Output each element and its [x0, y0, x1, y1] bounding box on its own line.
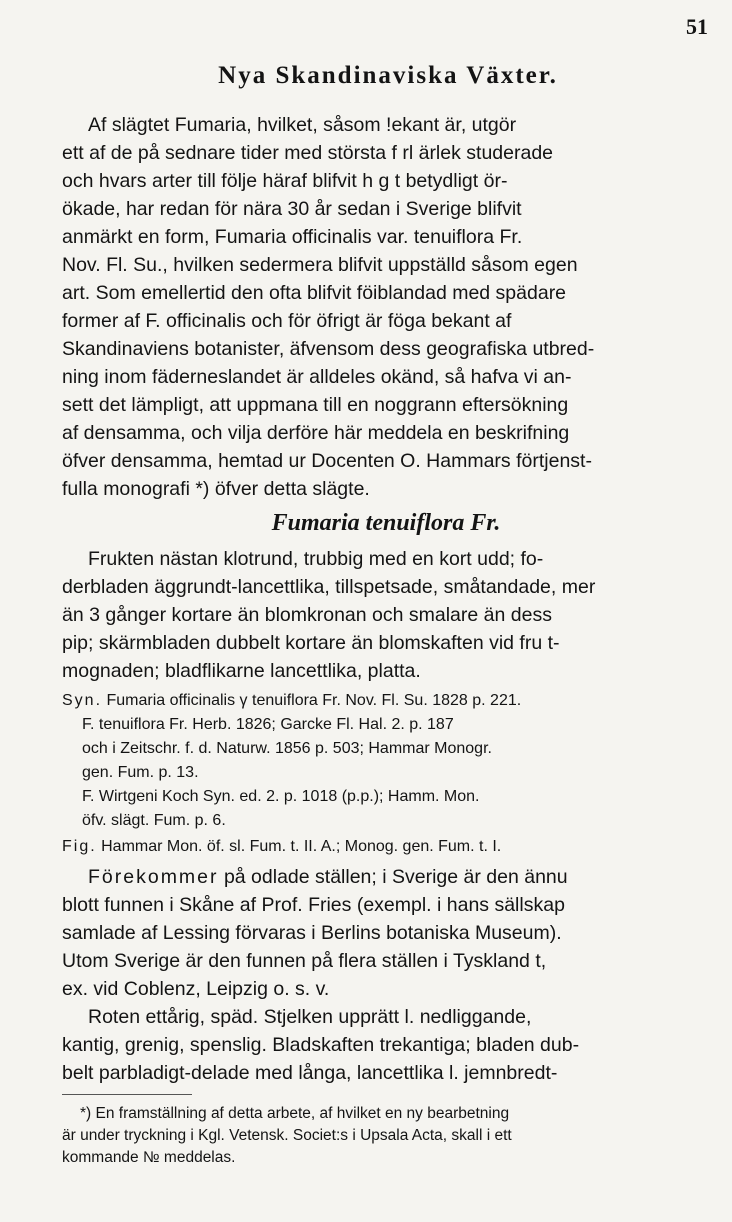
description-line: pip; skärmbladen dubbelt kortare än blomskaften vid fru t-: [62, 632, 560, 654]
intro-line: fulla monografi *) öfver detta slägte.: [62, 478, 370, 500]
root-line: Roten ettårig, späd. Stjelken upprätt l. nedliggande,: [88, 1006, 532, 1028]
page-title: Nya Skandinaviska Växter.: [218, 62, 558, 89]
intro-line: sett det lämpligt, att uppmana till en noggrann eftersökning: [62, 394, 569, 416]
footnote-rule: [62, 1094, 192, 1095]
synonymy-label: Syn.: [62, 692, 103, 709]
occurrence-line: blott funnen i Skåne af Prof. Fries (exempl. i hans sällskap: [62, 894, 565, 916]
synonymy-text: Fumaria officinalis γ tenuiflora Fr. Nov. Fl. Su. 1828 p. 221.: [106, 692, 522, 709]
synonymy-line: F. Wirtgeni Koch Syn. ed. 2. p. 1018 (p.p.); Hamm. Mon.: [82, 788, 480, 805]
description-line: än 3 gånger kortare än blomkronan och smalare än dess: [62, 604, 552, 626]
intro-line: anmärkt en form, Fumaria officinalis var. tenuiflora Fr.: [62, 226, 523, 248]
root-line: kantig, grenig, spenslig. Bladskaften trekantiga; bladen dub-: [62, 1034, 580, 1056]
synonymy-line: [62, 688, 714, 714]
synonymy-line: gen. Fum. p. 13.: [82, 764, 199, 781]
intro-line: öfver densamma, hemtad ur Docenten O. Hammars förtjenst-: [62, 450, 592, 472]
intro-line: ett af de på sednare tider med största f rl ärlek studerade: [62, 142, 554, 164]
intro-line: ning inom fäderneslandet är alldeles okänd, så hafva vi an-: [62, 366, 572, 388]
page-number: 51: [686, 14, 708, 39]
synonymy-line: och i Zeitschr. f. d. Naturw. 1856 p. 503; Hammar Monogr.: [82, 740, 492, 757]
description-line: Frukten nästan klotrund, trubbig med en kort udd; fo-: [88, 548, 544, 570]
figure-text: Hammar Mon. öf. sl. Fum. t. II. A.; Monog. gen. Fum. t. I.: [101, 838, 502, 855]
species-heading: Fumaria tenuiflora Fr.: [271, 510, 501, 536]
occurrence-line: samlade af Lessing förvaras i Berlins botaniska Museum).: [62, 922, 562, 944]
occurrence-line: ex. vid Coblenz, Leipzig o. s. v.: [62, 978, 330, 1000]
description-line: mognaden; bladflikarne lancettlika, platta.: [62, 660, 421, 682]
figure-label: Fig.: [62, 838, 97, 855]
intro-line: art. Som emellertid den ofta blifvit föiblandad med spädare: [62, 282, 567, 304]
footnote-line: är under tryckning i Kgl. Vetensk. Societ:s i Upsala Acta, skall i ett: [62, 1127, 512, 1144]
intro-line: af densamma, och vilja derföre här meddela en beskrifning: [62, 422, 570, 444]
synonymy-line: öfv. slägt. Fum. p. 6.: [82, 812, 226, 829]
description-line: derbladen äggrundt-lancettlika, tillspetsade, småtandade, mer: [62, 576, 596, 598]
intro-line: former af F. officinalis och för öfrigt är föga bekant af: [62, 310, 512, 332]
footnote-line: *) En framställning af detta arbete, af hvilket en ny bearbetning: [80, 1105, 510, 1122]
occurrence-text: på odlade ställen; i Sverige är den ännu: [223, 866, 568, 888]
footnote-line: kommande № meddelas.: [62, 1149, 236, 1166]
figure-reference: [62, 834, 714, 860]
root-line: belt parbladigt-delade med långa, lancettlika l. jemnbredt-: [62, 1062, 558, 1084]
intro-line: Nov. Fl. Su., hvilken sedermera blifvit uppställd såsom egen: [62, 254, 578, 276]
intro-line: Skandinaviens botanister, äfvensom dess geografiska utbred-: [62, 338, 595, 360]
occurrence-line: Utom Sverige är den funnen på flera ställen i Tyskland t,: [62, 950, 547, 972]
intro-line: och hvars arter till följe häraf blifvit h g t betydligt ör-: [62, 170, 508, 192]
occurrence-label: Förekommer: [88, 866, 219, 888]
intro-line: ökade, har redan för nära 30 år sedan i Sverige blifvit: [62, 198, 522, 220]
intro-line: Af slägtet Fumaria, hvilket, såsom !ekant är, utgör: [88, 114, 517, 136]
synonymy-line: F. tenuiflora Fr. Herb. 1826; Garcke Fl. Hal. 2. p. 187: [82, 716, 454, 733]
occurrence-line: [88, 862, 714, 892]
